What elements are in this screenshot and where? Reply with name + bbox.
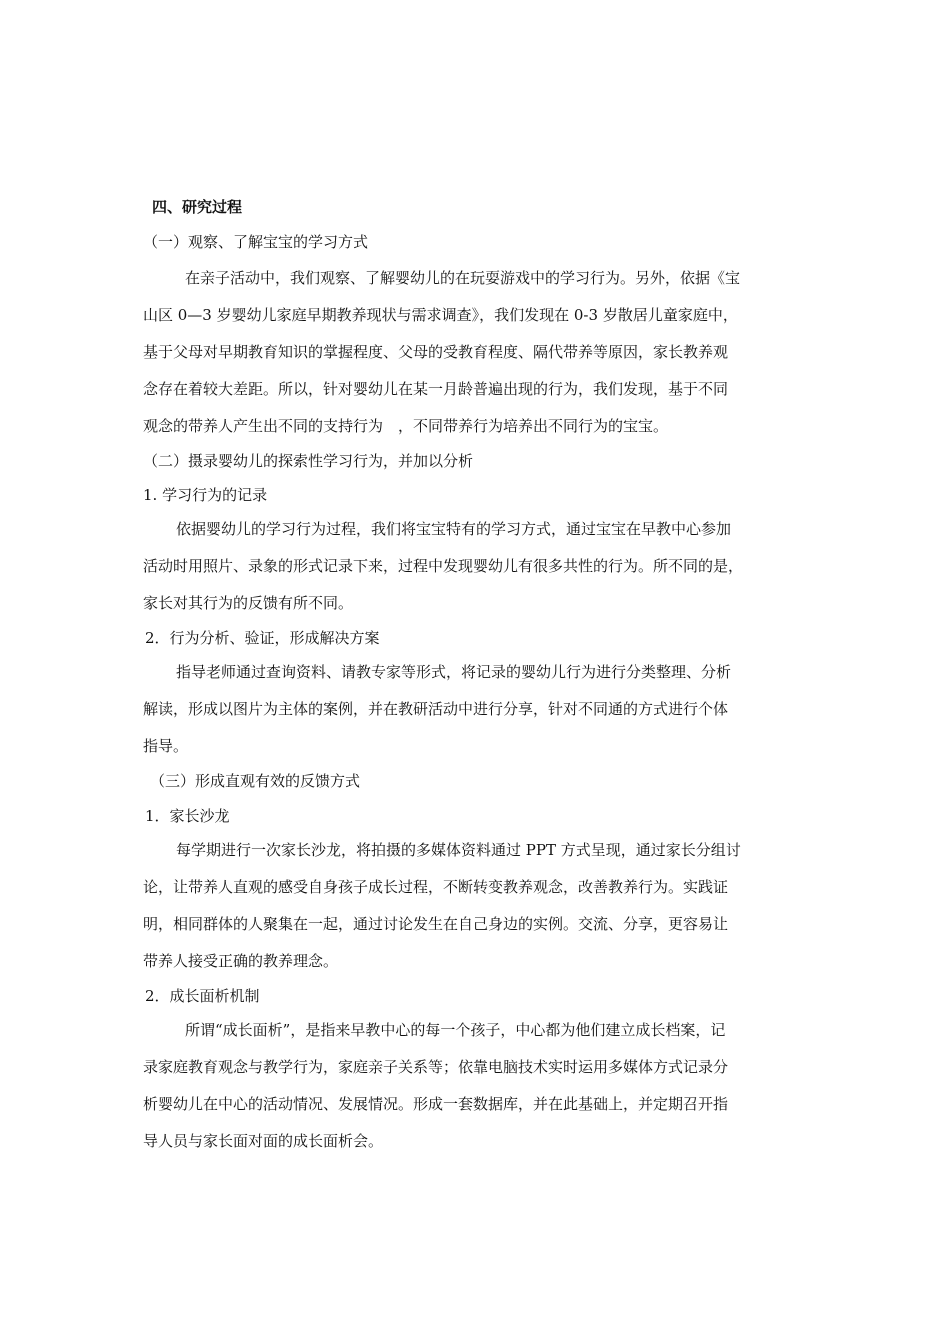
sub2-item1-para-line: 依据婴幼儿的学习行为过程，我们将宝宝特有的学习方式，通过宝宝在早教中心参加	[176, 520, 732, 538]
section-title: 四、研究过程	[152, 198, 243, 216]
sub1-para-line: 山区 0—3 岁婴幼儿家庭早期教养现状与需求调查》，我们发现在 0-3 岁散居儿童家庭中，	[143, 306, 738, 324]
sub1-para-line: 在亲子活动中，我们观察、了解婴幼儿的在玩耍游戏中的学习行为。另外，依据《宝	[185, 269, 741, 287]
sub3-item2-para-line: 录家庭教育观念与教学行为，家庭亲子关系等；依靠电脑技术实时运用多媒体方式记录分	[143, 1058, 729, 1076]
sub1-para-line: 基于父母对早期教育知识的掌握程度、父母的受教育程度、隔代带养等原因，家长教养观	[143, 343, 729, 361]
sub2-item1-heading: 1. 学习行为的记录	[143, 486, 268, 504]
sub3-item2-para-line: 导人员与家长面对面的成长面析会。	[143, 1132, 384, 1150]
sub2-item1-para-line: 家长对其行为的反馈有所不同。	[143, 594, 354, 612]
sub3-heading: （三）形成直观有效的反馈方式	[150, 772, 361, 790]
sub3-item1-para-line: 论，让带养人直观的感受自身孩子成长过程，不断转变教养观念，改善教养行为。实践证	[143, 878, 729, 896]
sub3-item1-heading: 1．家长沙龙	[145, 807, 230, 825]
sub3-item2-para-line: 析婴幼儿在中心的活动情况、发展情况。形成一套数据库，并在此基础上，并定期召开指	[143, 1095, 729, 1113]
sub1-para-line: 观念的带养人产生出不同的支持行为 ，不同带养行为培养出不同行为的宝宝。	[143, 417, 669, 435]
sub1-heading: （一）观察、了解宝宝的学习方式	[143, 233, 369, 251]
sub1-para-line: 念存在着较大差距。所以，针对婴幼儿在某一月龄普遍出现的行为，我们发现，基于不同	[143, 380, 729, 398]
sub2-item2-para-line: 指导。	[143, 737, 189, 755]
sub3-item2-heading: 2．成长面析机制	[145, 987, 260, 1005]
sub2-item2-para-line: 解读，形成以图片为主体的案例，并在教研活动中进行分享，针对不同通的方式进行个体	[143, 700, 729, 718]
sub2-item1-para-line: 活动时用照片、录象的形式记录下来，过程中发现婴幼儿有很多共性的行为。所不同的是，	[143, 557, 744, 575]
sub3-item1-para-line: 带养人接受正确的教养理念。	[143, 952, 339, 970]
sub3-item1-para-line: 每学期进行一次家长沙龙，将拍摄的多媒体资料通过 PPT 方式呈现，通过家长分组讨	[176, 841, 741, 859]
sub2-heading: （二）摄录婴幼儿的探索性学习行为，并加以分析	[143, 452, 474, 470]
sub3-item1-para-line: 明，相同群体的人聚集在一起，通过讨论发生在自己身边的实例。交流、分享，更容易让	[143, 915, 729, 933]
sub3-item2-para-line: 所谓“成长面析”，是指来早教中心的每一个孩子，中心都为他们建立成长档案，记	[185, 1021, 726, 1039]
sub2-item2-heading: 2．行为分析、验证，形成解决方案	[145, 629, 380, 647]
sub2-item2-para-line: 指导老师通过查询资料、请教专家等形式，将记录的婴幼儿行为进行分类整理、分析	[176, 663, 732, 681]
